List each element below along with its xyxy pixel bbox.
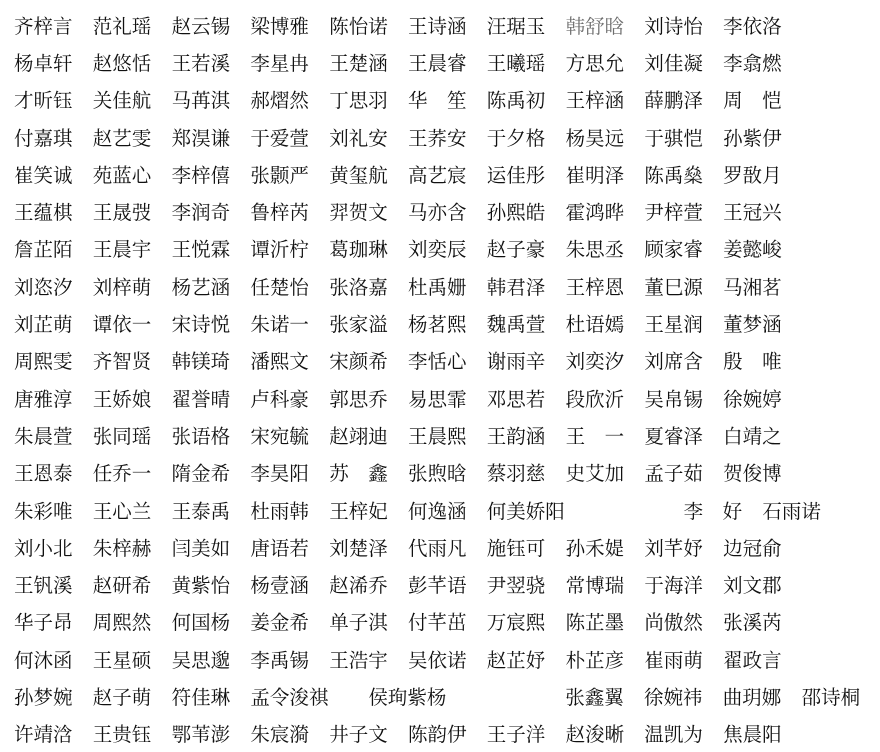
name-row <box>14 416 802 453</box>
name-cell: 付芊茁 <box>407 611 467 635</box>
name-cell: 唐雅淳 <box>14 387 73 411</box>
name-cell: 张洛嘉 <box>329 275 388 299</box>
name-cell: 王蕴棋 <box>14 201 73 225</box>
name-cell: 吴思邈 <box>171 648 231 672</box>
name-cell: 孟子茹 <box>644 462 703 486</box>
name-cell: 王浩宇 <box>329 648 388 672</box>
name-cell: 朱梓赫 <box>92 536 152 560</box>
name-cell: 尚傲然 <box>644 611 703 635</box>
name-cell: 鲁梓芮 <box>250 201 309 225</box>
name-row <box>14 528 802 565</box>
name-cell: 徐婉婷 <box>723 387 782 411</box>
name-row <box>14 155 802 192</box>
name-cell: 关佳航 <box>92 89 152 113</box>
name-cell: 苑蓝心 <box>92 163 152 187</box>
name-cell: 吴帛锡 <box>644 387 703 411</box>
name-cell: 符佳琳 <box>171 685 231 709</box>
name-cell: 苏 鑫 <box>329 462 388 486</box>
name-cell: 詹芷陌 <box>14 238 73 262</box>
name-cell: 羿贺文 <box>329 201 388 225</box>
name-row <box>14 640 802 677</box>
name-cell: 刘奕辰 <box>407 238 467 262</box>
name-cell: 王晨睿 <box>407 51 467 75</box>
name-cell: 李星冉 <box>250 51 309 75</box>
name-cell: 刘席含 <box>644 350 703 374</box>
name-cell: 常博瑞 <box>565 574 625 598</box>
name-cell: 张颢严 <box>250 163 309 187</box>
name-cell: 王钒溪 <box>14 574 73 598</box>
name-cell: 刘佳凝 <box>644 51 703 75</box>
name-row <box>14 43 802 80</box>
name-cell: 王梓恩 <box>565 275 625 299</box>
name-cell: 崔明泽 <box>565 163 625 187</box>
name-cell: 单子淇 <box>329 611 388 635</box>
name-cell: 石雨诺 <box>762 499 821 523</box>
name-cell: 高艺宸 <box>407 163 467 187</box>
name-cell: 孙熙皓 <box>486 201 546 225</box>
name-cell: 白靖之 <box>723 424 782 448</box>
name-cell: 翟誉晴 <box>171 387 231 411</box>
name-cell: 边冠俞 <box>723 536 782 560</box>
name-cell: 陈禹初 <box>486 89 546 113</box>
name-cell: 杜禹姗 <box>407 275 467 299</box>
name-row <box>14 304 802 341</box>
name-cell: 刘诗怡 <box>644 14 703 38</box>
name-cell: 崔笑诚 <box>14 163 73 187</box>
name-cell: 马亦含 <box>407 201 467 225</box>
name-cell: 赵子萌 <box>92 685 152 709</box>
name-cell: 侯珣紫杨 <box>368 685 447 709</box>
name-cell: 于爱萱 <box>250 126 309 150</box>
name-row <box>14 603 802 640</box>
name-cell: 王心兰 <box>92 499 152 523</box>
name-cell: 张溪芮 <box>723 611 782 635</box>
name-cell: 宋宛毓 <box>250 424 309 448</box>
name-cell: 王梓涵 <box>565 89 625 113</box>
name-cell: 谭沂柠 <box>250 238 309 262</box>
name-cell: 刘恣汐 <box>14 275 73 299</box>
name-cell: 何国杨 <box>171 611 231 635</box>
name-cell: 李润奇 <box>171 201 231 225</box>
name-cell: 唐语若 <box>250 536 309 560</box>
name-cell: 运佳彤 <box>486 163 546 187</box>
name-cell: 黄玺航 <box>329 163 388 187</box>
name-cell: 王娇娘 <box>92 387 152 411</box>
name-cell: 郑淏谦 <box>171 126 231 150</box>
name-cell: 范礼瑶 <box>92 14 152 38</box>
name-cell: 齐梓言 <box>14 14 73 38</box>
name-cell: 隋金希 <box>171 462 231 486</box>
name-cell: 陈禹燊 <box>644 163 703 187</box>
name-cell: 宋诗悦 <box>171 313 231 337</box>
name-cell: 王泰禹 <box>171 499 231 523</box>
name-row <box>14 565 802 602</box>
name-cell: 潘熙文 <box>250 350 309 374</box>
name-row <box>14 715 802 752</box>
name-cell: 刘梓萌 <box>92 275 152 299</box>
name-cell: 于夕格 <box>486 126 546 150</box>
name-cell: 卢科豪 <box>250 387 309 411</box>
name-cell: 任楚怡 <box>250 275 309 299</box>
name-cell: 李昊阳 <box>250 462 309 486</box>
name-cell: 张语格 <box>171 424 231 448</box>
name-cell: 杜雨韩 <box>250 499 309 523</box>
name-cell: 朱宸漪 <box>250 723 309 747</box>
name-cell: 周 恺 <box>723 89 782 113</box>
name-cell: 吴依诺 <box>407 648 467 672</box>
name-cell: 代雨凡 <box>407 536 467 560</box>
name-cell: 丁思羽 <box>329 89 388 113</box>
name-cell: 王韵涵 <box>486 424 546 448</box>
name-cell: 朱思丞 <box>565 238 625 262</box>
name-cell: 华 笙 <box>407 89 467 113</box>
name-cell: 周熙然 <box>92 611 152 635</box>
name-cell: 邓思若 <box>486 387 546 411</box>
name-cell: 李禹锡 <box>250 648 309 672</box>
name-cell: 郭思乔 <box>329 387 388 411</box>
name-cell: 王曦瑶 <box>486 51 546 75</box>
name-cell: 黄紫怡 <box>171 574 231 598</box>
name-cell: 周熙雯 <box>14 350 73 374</box>
name-cell: 赵芷妤 <box>486 648 546 672</box>
name-cell: 王晨宇 <box>92 238 152 262</box>
name-cell: 陈怡诺 <box>329 14 388 38</box>
name-cell: 赵翊迪 <box>329 424 388 448</box>
name-cell: 李恬心 <box>407 350 467 374</box>
name-cell: 于海洋 <box>644 574 703 598</box>
name-cell: 徐婉祎 <box>643 685 703 709</box>
name-cell: 王荞安 <box>407 126 467 150</box>
name-cell: 方思允 <box>565 51 625 75</box>
name-cell: 孙梦婉 <box>14 685 73 709</box>
name-cell: 刘文郡 <box>723 574 782 598</box>
name-cell: 杨卓轩 <box>14 51 73 75</box>
name-cell: 汪琚玉 <box>486 14 546 38</box>
name-cell: 赵浠乔 <box>329 574 388 598</box>
name-cell: 赵浚晰 <box>565 723 625 747</box>
name-cell: 华子昂 <box>14 611 73 635</box>
name-cell: 薛鹏泽 <box>644 89 703 113</box>
name-row <box>14 230 802 267</box>
name-cell: 才昕钰 <box>14 89 73 113</box>
name-cell: 马苒淇 <box>171 89 231 113</box>
name-cell: 韩舒晗 <box>565 14 625 38</box>
name-cell: 付嘉琪 <box>14 126 73 150</box>
name-cell: 史艾加 <box>565 462 625 486</box>
name-cell: 梁博雅 <box>250 14 309 38</box>
name-cell: 赵研希 <box>92 574 152 598</box>
name-cell: 刘芷萌 <box>14 313 73 337</box>
name-cell: 杨昊远 <box>565 126 625 150</box>
name-cell: 董梦涵 <box>723 313 782 337</box>
name-cell: 朱诺一 <box>250 313 309 337</box>
name-row <box>14 81 802 118</box>
name-cell: 刘奕汐 <box>565 350 625 374</box>
name-cell: 王梓妃 <box>329 499 388 523</box>
name-cell: 王子洋 <box>486 723 546 747</box>
name-cell: 曲玥娜 <box>722 685 782 709</box>
name-cell: 宋颜希 <box>329 350 388 374</box>
name-cell: 李翕燃 <box>723 51 782 75</box>
name-row <box>14 6 802 43</box>
name-cell: 王恩泰 <box>14 462 73 486</box>
name-cell: 殷 唯 <box>723 350 782 374</box>
name-cell: 蔡羽慈 <box>486 462 546 486</box>
name-cell: 罗敔月 <box>723 163 782 187</box>
name-grid <box>14 6 861 752</box>
name-cell: 刘礼安 <box>329 126 388 150</box>
name-cell: 马湘茗 <box>723 275 782 299</box>
name-cell: 翟政言 <box>723 648 782 672</box>
name-cell: 崔雨萌 <box>644 648 703 672</box>
name-cell: 齐智贤 <box>92 350 152 374</box>
name-cell: 郝熠然 <box>250 89 309 113</box>
name-cell: 刘小北 <box>14 536 73 560</box>
name-cell: 赵子豪 <box>486 238 546 262</box>
name-cell: 朴芷彦 <box>565 648 625 672</box>
name-cell: 段欣沂 <box>565 387 625 411</box>
name-row <box>14 677 861 714</box>
name-row <box>14 454 802 491</box>
name-cell: 韩镁琦 <box>171 350 231 374</box>
name-cell: 赵悠恬 <box>92 51 152 75</box>
name-cell: 尹翌骁 <box>486 574 546 598</box>
name-cell: 张家溢 <box>329 313 388 337</box>
name-cell: 万宸熙 <box>486 611 546 635</box>
name-cell: 王楚涵 <box>329 51 388 75</box>
name-cell: 杨壹涵 <box>250 574 309 598</box>
name-cell: 于骐恺 <box>644 126 703 150</box>
name-cell: 温凯为 <box>644 723 703 747</box>
name-cell: 杨茗熙 <box>407 313 467 337</box>
name-cell: 易思霏 <box>407 387 467 411</box>
name-cell: 李 好 <box>683 499 743 523</box>
name-cell: 施钰可 <box>486 536 546 560</box>
name-cell: 杨艺涵 <box>171 275 231 299</box>
name-cell: 王晨熙 <box>407 424 467 448</box>
name-cell: 陈芷墨 <box>565 611 625 635</box>
name-cell: 任乔一 <box>92 462 152 486</box>
name-cell: 顾家睿 <box>644 238 703 262</box>
name-cell: 王晟弢 <box>92 201 152 225</box>
name-cell: 孙紫伊 <box>723 126 782 150</box>
name-cell: 杜语嫣 <box>565 313 625 337</box>
name-cell: 姜金希 <box>250 611 309 635</box>
name-cell: 王冠兴 <box>723 201 782 225</box>
name-cell: 王 一 <box>565 424 625 448</box>
name-cell: 贺俊博 <box>723 462 782 486</box>
name-cell: 邵诗桐 <box>801 685 861 709</box>
name-cell: 赵艺雯 <box>92 126 152 150</box>
name-cell: 张同瑶 <box>92 424 152 448</box>
name-row <box>14 342 802 379</box>
name-cell: 董巳源 <box>644 275 703 299</box>
name-cell: 何美娇阳 <box>486 499 565 523</box>
name-cell: 霍鸿晔 <box>565 201 625 225</box>
name-cell: 夏睿泽 <box>644 424 703 448</box>
name-cell: 王诗涵 <box>407 14 467 38</box>
name-cell: 谢雨辛 <box>486 350 546 374</box>
name-cell: 朱彩唯 <box>14 499 73 523</box>
name-cell: 彭芊语 <box>407 574 467 598</box>
name-cell: 李梓僖 <box>171 163 231 187</box>
name-cell: 闫美如 <box>171 536 231 560</box>
name-cell: 谭依一 <box>92 313 152 337</box>
name-cell: 何逸涵 <box>407 499 467 523</box>
name-row <box>14 192 802 229</box>
name-cell: 刘芊妤 <box>644 536 703 560</box>
name-cell: 魏禹萱 <box>486 313 546 337</box>
name-row <box>14 379 802 416</box>
name-cell: 王星硕 <box>92 648 152 672</box>
name-cell: 井子文 <box>329 723 388 747</box>
name-cell: 刘楚泽 <box>329 536 388 560</box>
name-cell: 张鑫翼 <box>565 685 624 709</box>
name-cell: 孙禾媞 <box>565 536 625 560</box>
name-row <box>14 491 821 528</box>
name-cell: 许靖浛 <box>14 723 73 747</box>
name-cell: 赵云锡 <box>171 14 231 38</box>
name-cell: 鄂苇澎 <box>171 723 231 747</box>
name-cell: 韩君泽 <box>486 275 546 299</box>
name-cell: 李依洛 <box>723 14 782 38</box>
name-cell: 王若溪 <box>171 51 231 75</box>
name-cell: 姜懿峻 <box>723 238 782 262</box>
name-cell: 朱晨萱 <box>14 424 73 448</box>
name-cell: 王贵钰 <box>92 723 152 747</box>
name-cell: 何沐函 <box>14 648 73 672</box>
name-row <box>14 118 802 155</box>
name-cell: 张煦晗 <box>407 462 467 486</box>
name-cell: 陈韵伊 <box>407 723 467 747</box>
name-cell: 焦晨阳 <box>723 723 782 747</box>
name-cell: 王星润 <box>644 313 703 337</box>
name-cell: 孟令浚祺 <box>250 685 329 709</box>
name-row <box>14 267 802 304</box>
name-cell: 尹梓萱 <box>644 201 703 225</box>
name-cell: 葛珈琳 <box>329 238 388 262</box>
name-cell: 王悦霖 <box>171 238 231 262</box>
